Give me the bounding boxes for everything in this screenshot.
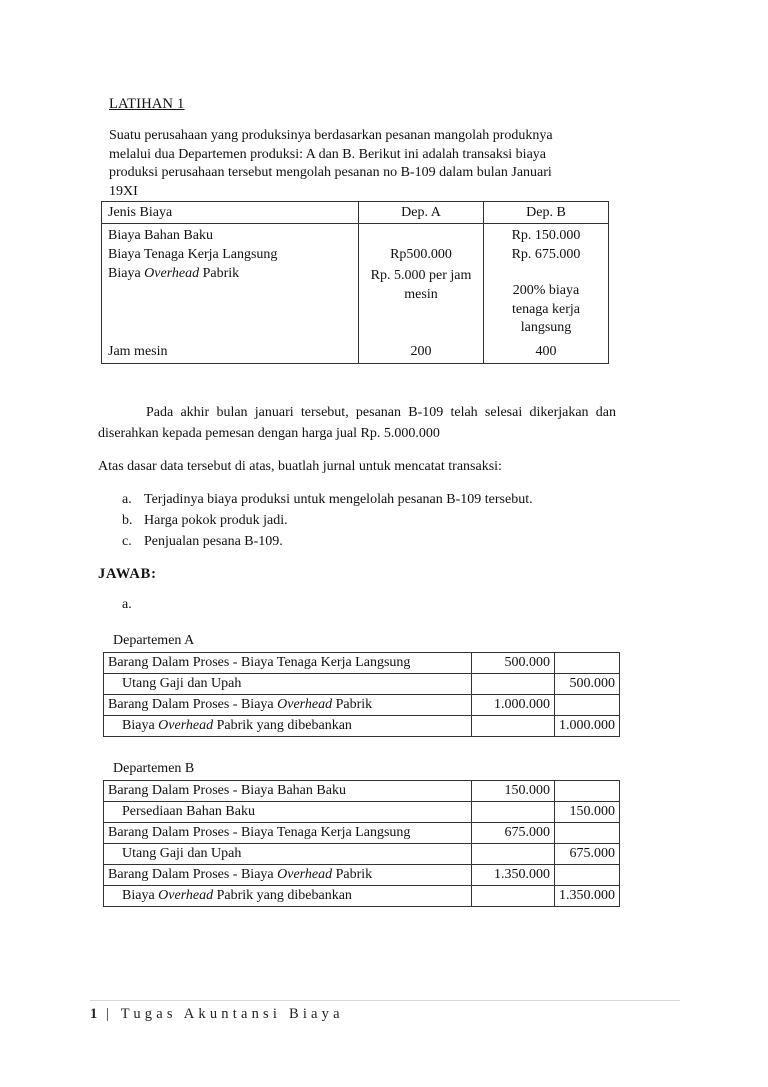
cell-line: 200% biaya [512,283,580,298]
list-marker: c. [122,534,132,549]
list-text: Harga pokok produk jadi. [144,513,288,528]
cell-dep-b: Rp. 150.000 [484,224,609,245]
intro-line: melalui dua Departemen produksi: A dan B. Berikut ini adalah transaksi biaya [109,146,547,162]
dept-b-title: Departemen B [113,761,195,776]
footer-divider [90,1000,680,1001]
journal-debit [472,844,555,865]
journal-desc [104,865,472,886]
answer-heading: JAWAB: [98,566,157,582]
row-label: Biaya Bahan Baku [102,224,359,245]
table-row [104,844,620,865]
dept-a-title: Departemen A [113,633,195,648]
list-item [122,489,533,510]
label-part: Pabrik [199,266,240,281]
table-row [104,781,620,802]
desc-part: Barang Dalam Proses - Biaya [108,697,278,712]
desc-part: Biaya [122,888,159,903]
cell-dep-a [359,263,484,344]
journal-debit [472,886,555,907]
page-number: 1 [90,1006,99,1022]
table-row [104,886,620,907]
intro-line: produksi perusahaan tersebut mengolah pesanan no B-109 dalam bulan Januari [109,165,552,180]
footer-text: Tugas Akuntansi Biaya [120,1006,344,1022]
cost-table [101,201,609,364]
desc-part: Pabrik [332,867,373,882]
cell-dep-b [484,263,609,344]
list-text: Penjualan pesana B-109. [144,534,283,549]
journal-debit [472,716,555,737]
journal-credit [555,695,620,716]
table-row [104,674,620,695]
cell-line: Rp. 5.000 per jam [370,268,472,283]
cell-line: tenaga kerja [511,301,580,317]
journal-debit: 500.000 [472,653,555,674]
journal-desc [104,886,472,907]
row-label: Biaya Tenaga Kerja Langsung [102,244,359,263]
table-row [104,716,620,737]
footer-separator: | [106,1006,114,1022]
journal-credit: 500.000 [555,674,620,695]
list-marker: a. [122,492,132,507]
journal-desc: Barang Dalam Proses - Biaya Bahan Baku [104,781,472,802]
table-row [102,263,609,344]
journal-table-dept-a [103,652,620,737]
paragraph-sale: Pada akhir bulan januari tersebut, pesanan B-109 telah selesai dikerjakan dan diserahkan kepada pemesan dengan harga jual Rp. 5.000.000 [98,405,616,441]
journal-credit [555,823,620,844]
row-label [102,263,359,344]
cost-table-header [102,202,609,224]
desc-part: Barang Dalam Proses - Biaya [108,867,278,882]
journal-debit: 1.000.000 [472,695,555,716]
table-row [102,224,609,245]
journal-desc [104,716,472,737]
cell-dep-a [359,224,484,245]
table-row [104,653,620,674]
intro-line: Suatu perusahaan yang produksinya berdasarkan pesanan mangolah produknya [109,128,553,143]
desc-italic: Overhead [158,718,214,733]
table-row [104,865,620,886]
row-label: Jam mesin [102,344,359,364]
table-row [104,695,620,716]
journal-credit [555,865,620,886]
journal-desc: Utang Gaji dan Upah [104,844,472,865]
journal-debit: 150.000 [472,781,555,802]
desc-part: Pabrik yang dibebankan [213,888,352,903]
table-row [104,802,620,823]
page-footer [90,1006,344,1023]
journal-credit [555,653,620,674]
desc-italic: Overhead [277,867,333,882]
journal-debit: 1.350.000 [472,865,555,886]
journal-debit: 675.000 [472,823,555,844]
cell-dep-b: Rp. 675.000 [484,244,609,263]
journal-desc: Persediaan Bahan Baku [104,802,472,823]
list-marker: b. [122,513,133,528]
table-row [102,344,609,364]
intro-line: 19XI [109,183,138,199]
desc-part: Pabrik yang dibebankan [213,718,352,733]
header-dep-b: Dep. B [484,202,609,224]
intro-paragraph [109,127,629,201]
desc-italic: Overhead [277,697,333,712]
journal-debit [472,674,555,695]
header-jenis-biaya: Jenis Biaya [102,202,359,224]
desc-part: Biaya [122,718,159,733]
paragraph-instruction: Atas dasar data tersebut di atas, buatlah jurnal untuk mencatat transaksi: [98,459,502,474]
table-row [104,823,620,844]
journal-desc: Utang Gaji dan Upah [104,674,472,695]
label-part: Biaya [108,266,145,281]
label-italic: Overhead [144,266,200,281]
journal-table-dept-b [103,780,620,907]
cell-dep-a: Rp500.000 [359,244,484,263]
list-item [122,531,533,552]
header-dep-a: Dep. A [359,202,484,224]
journal-desc: Barang Dalam Proses - Biaya Tenaga Kerja Langsung [104,653,472,674]
desc-part: Pabrik [332,697,373,712]
list-text: Terjadinya biaya produksi untuk mengelolah pesanan B-109 tersebut. [144,492,533,507]
journal-credit: 675.000 [555,844,620,865]
journal-desc [104,695,472,716]
cell-dep-b: 400 [484,344,609,364]
cell-line: langsung [520,320,572,335]
desc-italic: Overhead [158,888,214,903]
journal-desc: Barang Dalam Proses - Biaya Tenaga Kerja Langsung [104,823,472,844]
journal-credit: 150.000 [555,802,620,823]
answer-marker: a. [122,597,132,612]
journal-credit: 1.350.000 [555,886,620,907]
journal-credit: 1.000.000 [555,716,620,737]
journal-credit [555,781,620,802]
table-row [102,244,609,263]
cell-dep-a: 200 [359,344,484,364]
journal-debit [472,802,555,823]
cell-line: mesin [404,287,438,302]
list-item [122,510,533,531]
exercise-title: LATIHAN 1 [109,96,185,112]
question-list [122,489,533,552]
